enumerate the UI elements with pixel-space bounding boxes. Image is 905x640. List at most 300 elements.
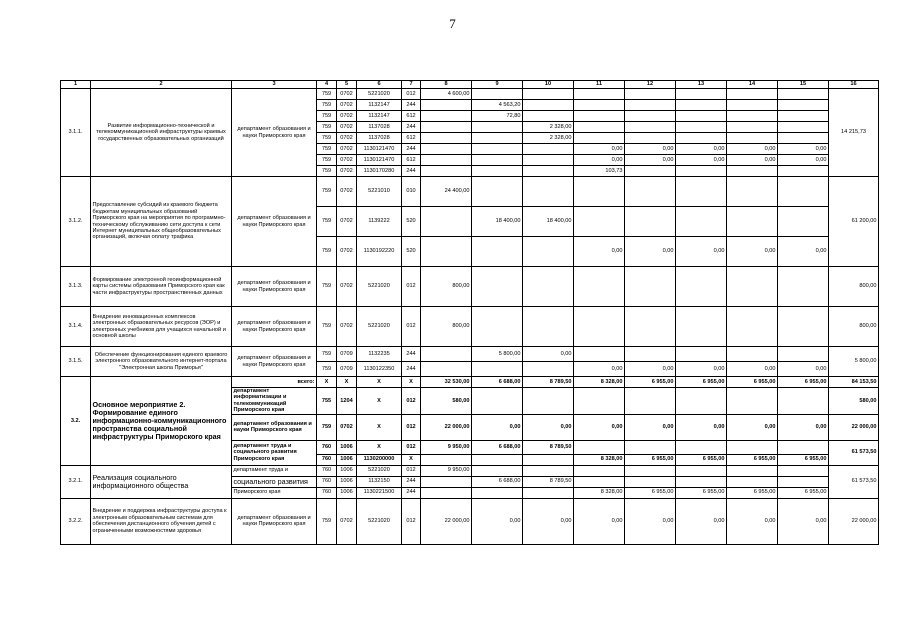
- header-cell-13: 13: [676, 81, 727, 89]
- table-cell-col-9: 5 800,00: [472, 347, 523, 362]
- table-row: [61, 177, 879, 207]
- table-cell-col-11: 8 328,00: [574, 487, 625, 498]
- table-cell-col-15: [778, 388, 829, 415]
- table-cell-col-14: [727, 465, 778, 476]
- table-cell-col-6: 1130121470: [357, 144, 402, 155]
- table-cell-col-10: 0,00: [523, 498, 574, 544]
- table-cell-col-14: [727, 267, 778, 307]
- table-cell-col-13: [676, 267, 727, 307]
- table-cell-col-6: 1130200000: [357, 454, 402, 465]
- table-cell-col-9: 6 688,00: [472, 476, 523, 487]
- table-cell-col-12: 6 955,00: [625, 377, 676, 388]
- table-cell-col-14: [727, 166, 778, 177]
- table-cell-col-16: 22 000,00: [829, 498, 879, 544]
- table-cell-col-9: 0,00: [472, 498, 523, 544]
- page-number: 7: [449, 16, 456, 31]
- table-cell-col-13: 0,00: [676, 362, 727, 377]
- table-cell-col-9: [472, 166, 523, 177]
- table-cell-col-9: [472, 237, 523, 267]
- table-cell-col-14: [727, 177, 778, 207]
- table-cell-col-15: 6 955,00: [778, 377, 829, 388]
- table-cell-col-12: [625, 440, 676, 454]
- table-cell-col-6: 5221020: [357, 498, 402, 544]
- table-cell-col-5: 0709: [337, 362, 357, 377]
- table-row: [61, 267, 879, 307]
- table-cell-col-11: [574, 388, 625, 415]
- table-cell-col-10: [523, 487, 574, 498]
- table-cell-col-6: 1137028: [357, 122, 402, 133]
- table-cell-col-7: 012: [402, 465, 421, 476]
- table-cell-col-10: [523, 362, 574, 377]
- item-number: 3.2.: [61, 377, 91, 466]
- table-cell-col-6: 5221010: [357, 177, 402, 207]
- table-cell-col-15: [778, 133, 829, 144]
- table-cell-col-11: [574, 133, 625, 144]
- table-cell-col-11: 8 328,00: [574, 377, 625, 388]
- item-number: 3.2.2.: [61, 498, 91, 544]
- table-cell-col-14: [727, 388, 778, 415]
- table-cell-col-8: [421, 487, 472, 498]
- table-cell-col-7: Х: [402, 377, 421, 388]
- table-cell-col-5: 0702: [337, 237, 357, 267]
- table-cell-col-11: [574, 100, 625, 111]
- table-cell-col-14: [727, 122, 778, 133]
- table-cell-col-14: 0,00: [727, 362, 778, 377]
- table-cell-col-12: 0,00: [625, 144, 676, 155]
- table-cell-col-12: [625, 307, 676, 347]
- table-row: [61, 347, 879, 362]
- table-cell-col-12: 0,00: [625, 155, 676, 166]
- table-cell-col-9: 18 400,00: [472, 207, 523, 237]
- table-cell-col-6: 1132150: [357, 476, 402, 487]
- item-number: 3.1.2.: [61, 177, 91, 267]
- table-cell-col-13: [676, 166, 727, 177]
- table-cell-col-11: [574, 111, 625, 122]
- table-cell-col-15: 0,00: [778, 237, 829, 267]
- table-cell-col-11: 0,00: [574, 498, 625, 544]
- table-cell-col-7: 520: [402, 207, 421, 237]
- table-cell-col-7: 244: [402, 166, 421, 177]
- table-cell-col-8: 4 600,00: [421, 89, 472, 100]
- item-name: Предоставление субсидий из краевого бюджета бюджетам муниципальных образований Приморского края на мероприятия по программно-техническому обслуживанию сети доступа к сети Интернет муниципальных общеобразовательных организаций, включая оплату трафика: [91, 177, 232, 267]
- table-cell-col-14: [727, 100, 778, 111]
- table-cell-col-5: 0702: [337, 122, 357, 133]
- table-cell-col-6: 1130170280: [357, 166, 402, 177]
- table-cell-col-8: 800,00: [421, 307, 472, 347]
- item-total: 61 573,50: [829, 440, 879, 465]
- table-cell-col-6: 1132147: [357, 111, 402, 122]
- table-cell-col-14: [727, 347, 778, 362]
- table-cell-col-6: Х: [357, 414, 402, 440]
- table-cell-col-7: 012: [402, 267, 421, 307]
- table-cell-col-7: 244: [402, 362, 421, 377]
- table-cell-col-4: 759: [317, 166, 337, 177]
- table-cell-col-4: 759: [317, 307, 337, 347]
- table-cell-col-7: 012: [402, 388, 421, 415]
- total-label: всего:: [232, 377, 317, 388]
- table-cell-col-15: [778, 122, 829, 133]
- header-cell-15: 15: [778, 81, 829, 89]
- item-name: Реализация социального информационного общества: [91, 465, 232, 498]
- table-cell-col-14: 0,00: [727, 498, 778, 544]
- table-cell-col-15: 0,00: [778, 498, 829, 544]
- table-cell-col-4: Х: [317, 377, 337, 388]
- table-cell-col-9: [472, 89, 523, 100]
- table-cell-col-13: [676, 307, 727, 347]
- table-cell-col-10: 2 328,00: [523, 122, 574, 133]
- item-executor: департамент образования и науки Приморского края: [232, 498, 317, 544]
- table-cell-col-12: 0,00: [625, 237, 676, 267]
- table-cell-col-11: 0,00: [574, 362, 625, 377]
- table-cell-col-5: 0702: [337, 111, 357, 122]
- table-cell-col-15: 0,00: [778, 155, 829, 166]
- table-cell-col-12: 0,00: [625, 362, 676, 377]
- item-name: Обеспечение функционирования единого краевого электронного образовательного интернет-портала "Электронная школа Приморья": [91, 347, 232, 377]
- table-cell-col-11: [574, 440, 625, 454]
- table-cell-col-5: Х: [337, 377, 357, 388]
- table-cell-col-6: Х: [357, 440, 402, 454]
- table-cell-col-15: [778, 100, 829, 111]
- table-cell-col-7: 612: [402, 133, 421, 144]
- table-cell-col-4: 759: [317, 267, 337, 307]
- table-cell-col-14: 6 955,00: [727, 377, 778, 388]
- table-cell-col-11: [574, 177, 625, 207]
- item-number: 3.1.3.: [61, 267, 91, 307]
- table-cell-col-6: 1130121470: [357, 155, 402, 166]
- table-cell-col-10: [523, 89, 574, 100]
- item-executor: департамент образования и науки Приморского края: [232, 414, 317, 440]
- table-cell-col-7: 012: [402, 440, 421, 454]
- table-cell-col-11: 103,73: [574, 166, 625, 177]
- table-cell-col-8: 24 400,00: [421, 177, 472, 207]
- table-cell-col-4: 759: [317, 111, 337, 122]
- table-cell-col-10: [523, 111, 574, 122]
- table-cell-col-16: 84 153,50: [829, 377, 879, 388]
- table-cell-col-8: [421, 166, 472, 177]
- table-cell-col-9: [472, 144, 523, 155]
- table-cell-col-10: [523, 307, 574, 347]
- table-cell-col-12: 0,00: [625, 498, 676, 544]
- table-cell-col-7: 012: [402, 307, 421, 347]
- table-cell-col-14: [727, 89, 778, 100]
- table-cell-col-13: 0,00: [676, 155, 727, 166]
- table-cell-col-7: 012: [402, 414, 421, 440]
- item-executor: департамент образования и науки Приморского края: [232, 177, 317, 267]
- table-cell-col-9: [472, 487, 523, 498]
- table-cell-col-15: [778, 177, 829, 207]
- table-cell-col-14: 6 955,00: [727, 487, 778, 498]
- table-cell-col-4: 759: [317, 155, 337, 166]
- table-cell-col-15: 0,00: [778, 414, 829, 440]
- table-cell-col-5: 1006: [337, 465, 357, 476]
- table-cell-col-8: 22 000,00: [421, 414, 472, 440]
- table-row: [61, 498, 879, 544]
- item-executor: департамент образования и науки Приморского края: [232, 89, 317, 177]
- table-cell-col-12: [625, 122, 676, 133]
- header-cell-4: 4: [317, 81, 337, 89]
- table-cell-col-11: [574, 465, 625, 476]
- table-cell-col-9: [472, 388, 523, 415]
- table-cell-col-9: [472, 362, 523, 377]
- table-cell-col-5: 1204: [337, 388, 357, 415]
- item-number: 3.1.5.: [61, 347, 91, 377]
- table-cell-col-5: 0702: [337, 89, 357, 100]
- table-cell-col-13: [676, 177, 727, 207]
- header-cell-12: 12: [625, 81, 676, 89]
- table-cell-col-7: 244: [402, 122, 421, 133]
- table-cell-col-8: [421, 476, 472, 487]
- table-cell-col-8: [421, 111, 472, 122]
- table-cell-col-9: 0,00: [472, 414, 523, 440]
- table-cell-col-7: 244: [402, 476, 421, 487]
- table-cell-col-15: [778, 440, 829, 454]
- table-cell-col-14: 0,00: [727, 155, 778, 166]
- header-cell-3: 3: [232, 81, 317, 89]
- header-cell-9: 9: [472, 81, 523, 89]
- header-cell-14: 14: [727, 81, 778, 89]
- table-cell-col-11: [574, 347, 625, 362]
- table-cell-col-9: [472, 155, 523, 166]
- table-cell-col-11: [574, 476, 625, 487]
- table-cell-col-5: 0709: [337, 347, 357, 362]
- table-cell-col-14: 0,00: [727, 237, 778, 267]
- table-cell-col-9: 6 688,00: [472, 377, 523, 388]
- table-cell-col-6: Х: [357, 377, 402, 388]
- table-cell-col-15: [778, 267, 829, 307]
- table-cell-col-10: 2 328,00: [523, 133, 574, 144]
- table-cell-col-9: [472, 133, 523, 144]
- table-cell-col-13: 0,00: [676, 414, 727, 440]
- item-executor: департамент образования и науки Приморского края: [232, 307, 317, 347]
- table-cell-col-11: [574, 122, 625, 133]
- table-cell-col-13: 6 955,00: [676, 454, 727, 465]
- table-cell-col-8: [421, 122, 472, 133]
- table-cell-col-7: 244: [402, 144, 421, 155]
- table-cell-col-13: [676, 347, 727, 362]
- table-row: [61, 465, 879, 476]
- table-cell-col-10: [523, 267, 574, 307]
- table-cell-col-13: [676, 476, 727, 487]
- table-cell-col-8: [421, 100, 472, 111]
- item-executor: департамент труда и: [232, 465, 317, 476]
- table-cell-col-13: [676, 100, 727, 111]
- table-cell-col-4: 759: [317, 347, 337, 362]
- table-cell-col-15: [778, 465, 829, 476]
- header-cell-16: 16: [829, 81, 879, 89]
- table-cell-col-6: 5221020: [357, 465, 402, 476]
- table-cell-col-13: 0,00: [676, 498, 727, 544]
- table-cell-col-6: 1132235: [357, 347, 402, 362]
- table-cell-col-8: 9 950,00: [421, 440, 472, 454]
- item-number: 3.2.1.: [61, 465, 91, 498]
- table-cell-col-5: 0702: [337, 155, 357, 166]
- table-cell-col-6: 1130122350: [357, 362, 402, 377]
- table-cell-col-8: [421, 237, 472, 267]
- table-cell-col-13: [676, 111, 727, 122]
- table-cell-col-15: [778, 207, 829, 237]
- table-cell-col-5: 1006: [337, 454, 357, 465]
- item-total: 14 215,73: [829, 89, 879, 177]
- table-cell-col-7: 244: [402, 100, 421, 111]
- table-cell-col-5: 1006: [337, 476, 357, 487]
- table-cell-col-8: [421, 347, 472, 362]
- table-cell-col-6: 1130221500: [357, 487, 402, 498]
- table-cell-col-12: [625, 476, 676, 487]
- table-cell-col-5: 1006: [337, 487, 357, 498]
- table-cell-col-6: 1132147: [357, 100, 402, 111]
- table-row: [61, 89, 879, 100]
- table-cell-col-4: 760: [317, 454, 337, 465]
- table-cell-col-6: 1137028: [357, 133, 402, 144]
- table-cell-col-5: 1006: [337, 440, 357, 454]
- table-cell-col-4: 760: [317, 440, 337, 454]
- table-cell-col-13: [676, 89, 727, 100]
- table-cell-col-9: [472, 122, 523, 133]
- item-name: Внедрение инновационных комплексов электронных образовательных ресурсов (ЭОР) и электронных учебников для учащихся начальной и основной школы: [91, 307, 232, 347]
- table-cell-col-9: [472, 465, 523, 476]
- budget-table: [60, 80, 879, 545]
- table-cell-col-13: [676, 133, 727, 144]
- table-cell-col-11: [574, 207, 625, 237]
- item-number: 3.1.4.: [61, 307, 91, 347]
- table-cell-col-10: [523, 388, 574, 415]
- table-cell-col-4: 759: [317, 498, 337, 544]
- item-total: 61 573,50: [829, 465, 879, 498]
- table-cell-col-15: [778, 307, 829, 347]
- table-cell-col-5: 0702: [337, 177, 357, 207]
- table-cell-col-4: 759: [317, 362, 337, 377]
- table-cell-col-10: 8 789,50: [523, 440, 574, 454]
- table-cell-col-11: [574, 89, 625, 100]
- table-cell-col-13: 0,00: [676, 237, 727, 267]
- table-cell-col-5: 0702: [337, 267, 357, 307]
- table-cell-col-7: 244: [402, 487, 421, 498]
- table-cell-col-13: [676, 207, 727, 237]
- table-cell-col-5: 0702: [337, 207, 357, 237]
- table-cell-col-12: [625, 177, 676, 207]
- table-cell-col-8: 800,00: [421, 267, 472, 307]
- table-cell-col-6: 1130192220: [357, 237, 402, 267]
- table-cell-col-15: [778, 89, 829, 100]
- table-cell-col-9: [472, 267, 523, 307]
- table-cell-col-15: 6 955,00: [778, 487, 829, 498]
- table-cell-col-7: 010: [402, 177, 421, 207]
- table-cell-col-16: 22 000,00: [829, 414, 879, 440]
- table-cell-col-10: 8 789,50: [523, 377, 574, 388]
- header-cell-8: 8: [421, 81, 472, 89]
- table-cell-col-9: [472, 177, 523, 207]
- table-cell-col-14: [727, 207, 778, 237]
- header-cell-11: 11: [574, 81, 625, 89]
- table-cell-col-8: [421, 144, 472, 155]
- table-cell-col-10: [523, 166, 574, 177]
- table-cell-col-12: [625, 207, 676, 237]
- table-cell-col-10: [523, 144, 574, 155]
- table-cell-col-15: 0,00: [778, 362, 829, 377]
- table-cell-col-5: 0702: [337, 166, 357, 177]
- table-cell-col-12: [625, 100, 676, 111]
- header-cell-2: 2: [91, 81, 232, 89]
- header-cell-10: 10: [523, 81, 574, 89]
- table-cell-col-11: [574, 307, 625, 347]
- table-cell-col-13: [676, 122, 727, 133]
- table-cell-col-10: [523, 177, 574, 207]
- table-cell-col-14: [727, 307, 778, 347]
- table-cell-col-6: 5221020: [357, 307, 402, 347]
- table-cell-col-7: 612: [402, 155, 421, 166]
- table-cell-col-15: 6 955,00: [778, 454, 829, 465]
- table-cell-col-12: 6 955,00: [625, 487, 676, 498]
- table-cell-col-9: [472, 307, 523, 347]
- table-cell-col-4: 760: [317, 487, 337, 498]
- table-cell-col-4: 759: [317, 122, 337, 133]
- table-cell-col-4: 759: [317, 237, 337, 267]
- header-cell-6: 6: [357, 81, 402, 89]
- table-cell-col-13: [676, 465, 727, 476]
- table-cell-col-11: [574, 267, 625, 307]
- table-cell-col-8: [421, 133, 472, 144]
- item-executor: департамент образования и науки Приморского края: [232, 347, 317, 377]
- table-cell-col-11: 0,00: [574, 144, 625, 155]
- table-cell-col-14: 0,00: [727, 144, 778, 155]
- table-cell-col-5: 0702: [337, 414, 357, 440]
- table-cell-col-10: 0,00: [523, 414, 574, 440]
- header-cell-7: 7: [402, 81, 421, 89]
- table-cell-col-12: [625, 133, 676, 144]
- table-cell-col-11: 0,00: [574, 155, 625, 166]
- table-cell-col-5: 0702: [337, 307, 357, 347]
- table-cell-col-4: 759: [317, 133, 337, 144]
- table-cell-col-6: 1139222: [357, 207, 402, 237]
- table-cell-col-8: [421, 155, 472, 166]
- table-cell-col-13: [676, 440, 727, 454]
- table-cell-col-7: 012: [402, 498, 421, 544]
- table-cell-col-4: 759: [317, 414, 337, 440]
- table-cell-col-15: [778, 347, 829, 362]
- table-cell-col-9: 4 563,20: [472, 100, 523, 111]
- table-cell-col-8: 22 000,00: [421, 498, 472, 544]
- table-cell-col-13: [676, 388, 727, 415]
- table-cell-col-6: 5221020: [357, 267, 402, 307]
- table-cell-col-14: 6 955,00: [727, 454, 778, 465]
- table-cell-col-10: [523, 155, 574, 166]
- table-cell-col-7: Х: [402, 454, 421, 465]
- table-cell-col-12: 0,00: [625, 414, 676, 440]
- item-name: Внедрение и поддержка инфраструктуры доступа к электронным образовательным системам для обеспечения дистанционного обучения детей с ограниченными возможностями здоровья: [91, 498, 232, 544]
- table-cell-col-4: 760: [317, 476, 337, 487]
- table-cell-col-9: [472, 454, 523, 465]
- table-cell-col-12: [625, 465, 676, 476]
- table-cell-col-8: 32 530,00: [421, 377, 472, 388]
- item-total: 61 200,00: [829, 177, 879, 267]
- table-cell-col-4: 759: [317, 100, 337, 111]
- table-cell-col-7: 612: [402, 111, 421, 122]
- table-cell-col-16: 580,00: [829, 388, 879, 415]
- table-cell-col-5: 0702: [337, 100, 357, 111]
- table-cell-col-13: 0,00: [676, 144, 727, 155]
- table-cell-col-11: 8 328,00: [574, 454, 625, 465]
- table-cell-col-11: 0,00: [574, 237, 625, 267]
- table-cell-col-14: [727, 111, 778, 122]
- table-cell-col-13: 6 955,00: [676, 377, 727, 388]
- item-number: 3.1.1.: [61, 89, 91, 177]
- table-cell-col-15: 0,00: [778, 144, 829, 155]
- item-name: Формирование электронной геоинформационной карты системы образования Приморского края как части инфраструктуры пространственных данных: [91, 267, 232, 307]
- table-cell-col-6: 5221020: [357, 89, 402, 100]
- table-cell-col-5: 0702: [337, 133, 357, 144]
- table-row: [61, 81, 879, 89]
- table-cell-col-12: [625, 347, 676, 362]
